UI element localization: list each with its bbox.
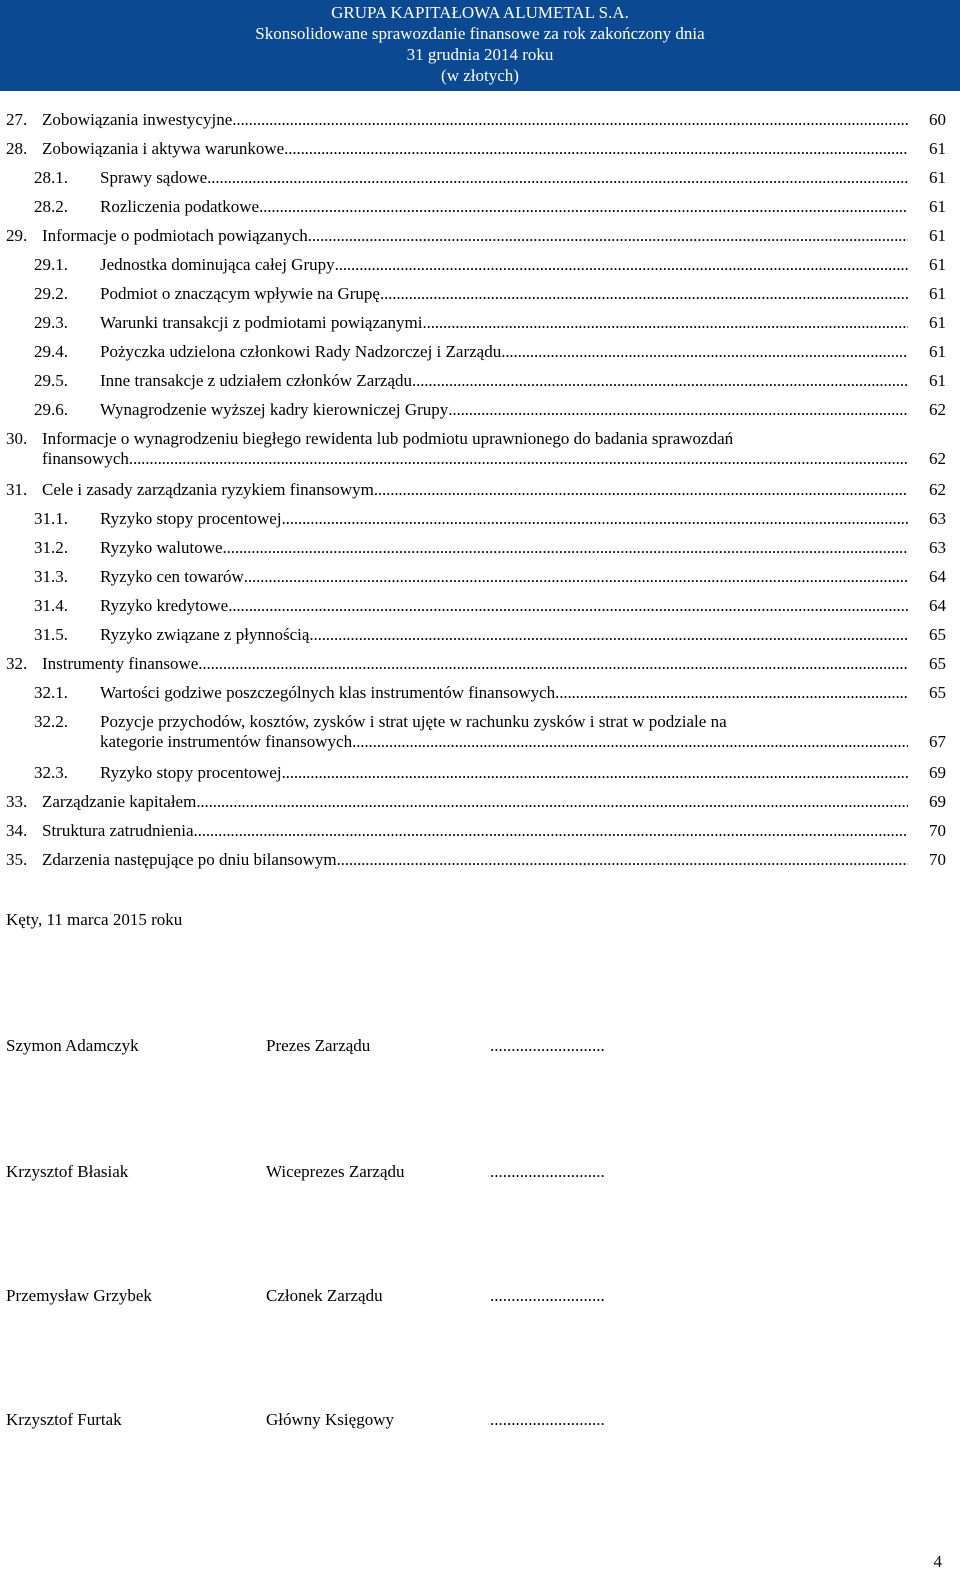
toc-entry-number: 31.3. — [34, 567, 68, 586]
signatory-role: Członek Zarządu — [266, 1286, 383, 1305]
toc-entry-number: 29.6. — [34, 400, 68, 419]
toc-entry[interactable] — [34, 342, 946, 362]
toc-entry[interactable] — [6, 480, 946, 500]
toc-entry-number: 31.1. — [34, 509, 68, 528]
toc-entry-title: Pozycje przychodów, kosztów, zysków i strat ujęte w rachunku zysków i strat w podziale na — [100, 712, 727, 731]
toc-entry[interactable] — [34, 596, 946, 616]
toc-entry-page: 62 — [929, 449, 946, 468]
toc-entry-page: 69 — [929, 763, 946, 782]
toc-entry-title: Informacje o wynagrodzeniu biegłego rewidenta lub podmiotu uprawnionego do badania sprawozdań — [42, 429, 734, 448]
toc-entry[interactable] — [34, 313, 946, 333]
toc-entry-number: 29.5. — [34, 371, 68, 390]
toc-entry-number: 31.5. — [34, 625, 68, 644]
toc-entry-page: 61 — [929, 226, 946, 245]
toc-entry-number: 28.2. — [34, 197, 68, 216]
toc-entry[interactable] — [34, 400, 946, 420]
page-number: 4 — [933, 1552, 942, 1571]
toc-entry[interactable] — [34, 712, 946, 752]
signatory-name: Przemysław Grzybek — [6, 1286, 152, 1305]
toc-entry-number: 29.1. — [34, 255, 68, 274]
toc-entry-page: 60 — [929, 110, 946, 129]
toc-entry-page: 62 — [929, 400, 946, 419]
toc-entry-page: 62 — [929, 480, 946, 499]
toc-entry-page: 61 — [929, 168, 946, 187]
toc-entry-number: 32. — [6, 654, 28, 673]
toc-entry-number: 28.1. — [34, 168, 68, 187]
toc-entry-page: 61 — [929, 139, 946, 158]
toc-entry[interactable] — [34, 567, 946, 587]
signature-line: ........................... — [490, 1286, 605, 1305]
toc-entry[interactable] — [6, 850, 946, 870]
toc-entry-number: 29. — [6, 226, 28, 245]
toc-entry-page: 70 — [929, 821, 946, 840]
toc-entry-title: Zobowiązania i aktywa warunkowe . . . — [42, 139, 908, 159]
toc-entry[interactable] — [34, 168, 946, 188]
toc-entry-page: 63 — [929, 509, 946, 528]
toc-entry-title: Ryzyko stopy procentowej . . . — [100, 509, 908, 529]
toc-entry-number: 27. — [6, 110, 28, 129]
toc-entry-number: 29.2. — [34, 284, 68, 303]
toc-entry-title: Rozliczenia podatkowe . . . — [100, 197, 908, 217]
toc-entry[interactable] — [34, 509, 946, 529]
toc-entry[interactable] — [34, 255, 946, 275]
toc-entry-page: 67 — [929, 732, 946, 751]
header-report-title: Skonsolidowane sprawozdanie finansowe za rok zakończony dnia — [255, 24, 705, 43]
toc-entry-title: Warunki transakcji z podmiotami powiązanymi . . . — [100, 313, 908, 333]
toc-entry[interactable] — [6, 226, 946, 246]
toc-entry-title-continued: kategorie instrumentów finansowych . . . — [100, 732, 908, 752]
toc-entry[interactable] — [34, 625, 946, 645]
toc-entry[interactable] — [34, 284, 946, 304]
document-header — [0, 0, 960, 91]
toc-entry-number: 32.1. — [34, 683, 68, 702]
toc-entry-number: 32.2. — [34, 712, 68, 731]
toc-entry-title: Pożyczka udzielona członkowi Rady Nadzorczej i Zarządu . . . — [100, 342, 908, 362]
toc-entry[interactable] — [6, 429, 946, 469]
toc-entry-title: Cele i zasady zarządzania ryzykiem finansowym . . . — [42, 480, 908, 500]
toc-entry-page: 64 — [929, 567, 946, 586]
toc-entry-title: Podmiot o znaczącym wpływie na Grupę . . . — [100, 284, 908, 304]
toc-entry-number: 31.2. — [34, 538, 68, 557]
toc-entry-number: 29.3. — [34, 313, 68, 332]
toc-entry[interactable] — [34, 683, 946, 703]
toc-entry-title: Sprawy sądowe . . . — [100, 168, 908, 188]
toc-entry-page: 61 — [929, 371, 946, 390]
toc-entry[interactable] — [6, 139, 946, 159]
toc-entry-number: 34. — [6, 821, 28, 840]
toc-entry[interactable] — [6, 792, 946, 812]
toc-entry-number: 35. — [6, 850, 28, 869]
toc-entry-number: 33. — [6, 792, 28, 811]
toc-entry-page: 65 — [929, 625, 946, 644]
toc-entry-page: 61 — [929, 255, 946, 274]
toc-entry-page: 61 — [929, 313, 946, 332]
toc-entry-title: Ryzyko stopy procentowej . . . — [100, 763, 908, 783]
toc-entry-title-continued: finansowych . . . — [42, 449, 908, 469]
toc-entry-page: 63 — [929, 538, 946, 557]
toc-entry-title: Zdarzenia następujące po dniu bilansowym . . . — [42, 850, 908, 870]
toc-entry-title: Zobowiązania inwestycyjne . . . — [42, 110, 908, 130]
toc-entry-number: 30. — [6, 429, 28, 448]
signatory-role: Główny Księgowy — [266, 1410, 394, 1429]
toc-entry-page: 70 — [929, 850, 946, 869]
toc-entry-number: 29.4. — [34, 342, 68, 361]
toc-entry[interactable] — [6, 821, 946, 841]
toc-entry-title: Zarządzanie kapitałem . . . — [42, 792, 908, 812]
toc-entry-page: 65 — [929, 654, 946, 673]
toc-entry-number: 28. — [6, 139, 28, 158]
header-currency: (w złotych) — [441, 66, 519, 85]
signatory-name: Krzysztof Błasiak — [6, 1162, 129, 1181]
header-company: GRUPA KAPITAŁOWA ALUMETAL S.A. — [331, 3, 629, 22]
toc-entry-title: Jednostka dominująca całej Grupy . . . — [100, 255, 908, 275]
toc-entry[interactable] — [34, 538, 946, 558]
toc-entry[interactable] — [6, 654, 946, 674]
toc-entry-title: Inne transakcje z udziałem członków Zarządu . . . — [100, 371, 908, 391]
toc-entry-title: Ryzyko cen towarów . . . — [100, 567, 908, 587]
toc-entry-title: Ryzyko związane z płynnością . . . — [100, 625, 908, 645]
toc-entry-page: 61 — [929, 197, 946, 216]
toc-entry[interactable] — [34, 371, 946, 391]
signature-line: ........................... — [490, 1036, 605, 1055]
toc-entry-title: Informacje o podmiotach powiązanych . . . — [42, 226, 908, 246]
toc-entry-page: 61 — [929, 284, 946, 303]
toc-entry-title: Ryzyko kredytowe . . . — [100, 596, 908, 616]
toc-entry-title: Struktura zatrudnienia . . . — [42, 821, 908, 841]
toc-entry-title: Instrumenty finansowe . . . — [42, 654, 908, 674]
toc-entry-title: Ryzyko walutowe . . . — [100, 538, 908, 558]
toc-entry[interactable] — [34, 197, 946, 217]
header-date: 31 grudnia 2014 roku — [406, 45, 554, 64]
toc-entry-page: 64 — [929, 596, 946, 615]
toc-entry-page: 69 — [929, 792, 946, 811]
signature-line: ........................... — [490, 1410, 605, 1429]
signature-line: ........................... — [490, 1162, 605, 1181]
toc-entry-number: 32.3. — [34, 763, 68, 782]
signatory-name: Krzysztof Furtak — [6, 1410, 122, 1429]
signatory-role: Prezes Zarządu — [266, 1036, 371, 1055]
toc-entry-page: 61 — [929, 342, 946, 361]
toc-entry[interactable] — [34, 763, 946, 783]
toc-entry-title: Wartości godziwe poszczególnych klas instrumentów finansowych . . . — [100, 683, 908, 703]
place-date: Kęty, 11 marca 2015 roku — [6, 910, 183, 929]
signatory-name: Szymon Adamczyk — [6, 1036, 139, 1055]
toc-entry-number: 31. — [6, 480, 28, 499]
toc-entry-title: Wynagrodzenie wyższej kadry kierowniczej Grupy . . . — [100, 400, 908, 420]
signatory-role: Wiceprezes Zarządu — [266, 1162, 405, 1181]
toc-entry[interactable] — [6, 110, 946, 130]
toc-entry-number: 31.4. — [34, 596, 68, 615]
toc-entry-page: 65 — [929, 683, 946, 702]
